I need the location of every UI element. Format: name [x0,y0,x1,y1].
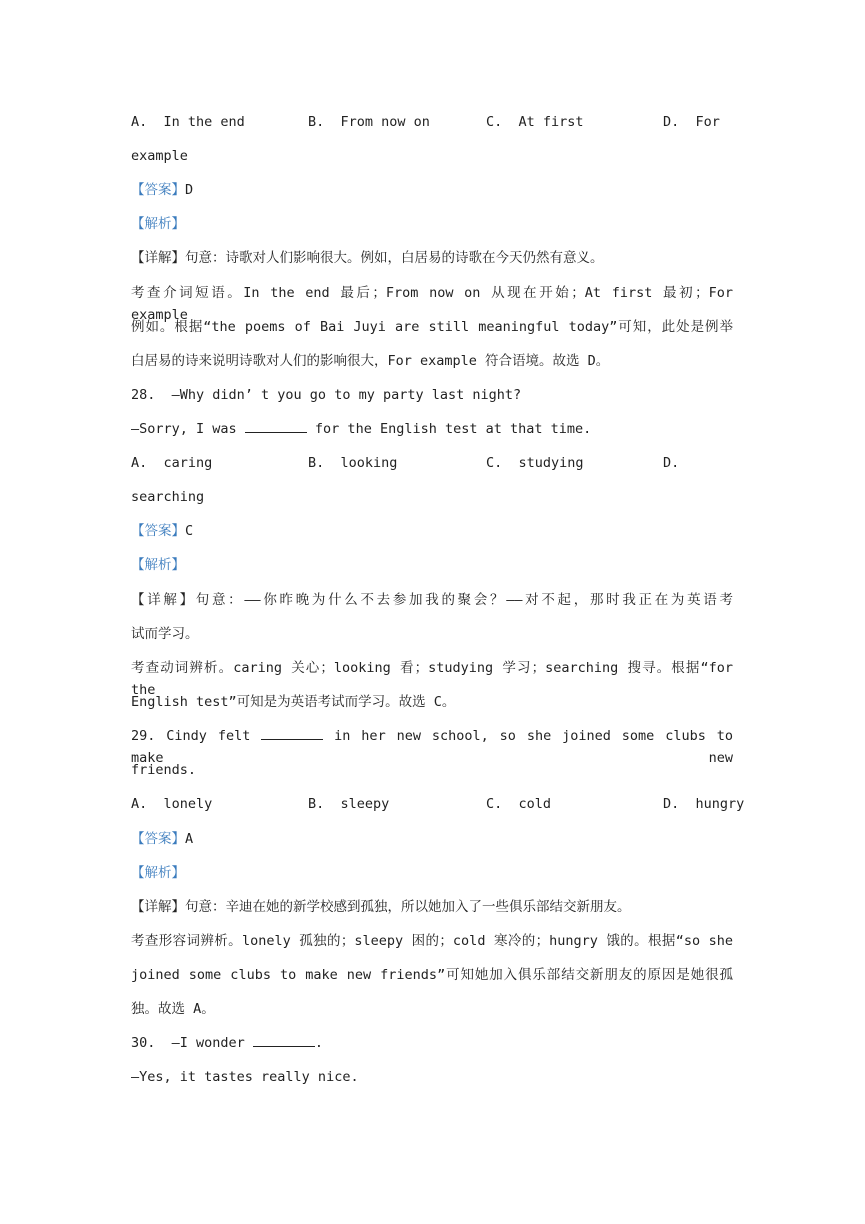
q28-option-a: A. caring [131,455,213,471]
answer-label: 【答案】 [131,831,185,847]
q28-detail-wrap: 试而学习。 [131,626,199,642]
q30-question-before: 30. —I wonder [131,1035,253,1051]
q28-options [131,452,733,474]
q28-analysis-label [131,554,733,576]
q29-explain-line: joined some clubs to make new friends”可知她加入俱乐部结交新朋友的原因是她很孤 [131,967,733,983]
q29-question [131,725,733,766]
q30-question-after: . [314,1035,324,1051]
q29-answer [131,828,733,850]
q29-detail [131,896,733,918]
q29-analysis-label [131,862,733,884]
q29-explain-line: 独。故选 A。 [131,1001,215,1017]
q29-option-c: C. cold [486,796,552,812]
q27-option-wrap: example [131,148,188,164]
q27-option-c: C. At first [486,114,584,130]
q29-question-wrap: friends. [131,762,197,778]
answer-value: A [185,831,194,847]
q27-option-a: A. In the end [131,114,245,130]
q29-option-a: A. lonely [131,796,213,812]
analysis-label: 【解析】 [131,557,185,573]
q27-explain-line: 白居易的诗来说明诗歌对人们的影响很大，For example 符合语境。故选 D。 [131,353,610,369]
answer-label: 【答案】 [131,182,185,198]
q27-explain-line: 例如。根据“the poems of Bai Juyi are still meaningful today”可知，此处是例举 [131,319,733,335]
q28-option-wrap: searching [131,489,205,505]
detail-label: 【详解】 [131,899,185,915]
q28-explain-line: 考查动词辨析。caring 关心；looking 看；studying 学习；searching 搜寻。根据“for the [131,660,733,698]
detail-label: 【详解】 [131,592,196,608]
q28-option-c: C. studying [486,455,584,471]
q27-explain-line: 考查介词短语。In the end 最后；From now on 从现在开始；At first 最初；For example [131,285,733,323]
q28-option-b: B. looking [308,455,398,471]
q30-reply: —Yes, it tastes really nice. [131,1069,359,1085]
q30-blank [253,1032,315,1047]
analysis-label: 【解析】 [131,865,185,881]
detail-label: 【详解】 [131,250,185,266]
analysis-label: 【解析】 [131,216,185,232]
q28-reply-after: for the English test at that time. [306,421,592,437]
q28-blank [245,418,307,433]
q29-options [131,793,745,815]
q27-options [131,111,733,133]
answer-value: D [185,182,194,198]
q27-option-b: B. From now on [308,114,430,130]
q29-question-before: 29. Cindy felt [131,728,262,744]
q28-reply-before: —Sorry, I was [131,421,245,437]
q28-option-d: D. [663,455,680,471]
detail-text: 句意：诗歌对人们影响很大。例如，白居易的诗歌在今天仍然有意义。 [185,250,604,266]
q27-analysis-label [131,213,733,235]
q27-answer [131,179,733,201]
q28-question: 28. —Why didn’ t you go to my party last night? [131,387,522,403]
answer-value: C [185,523,194,539]
q29-question-after: in her new school, so she joined some clubs to make new [131,728,733,766]
q29-explain-line: 考查形容词辨析。lonely 孤独的；sleepy 困的；cold 寒冷的；hungry 饿的。根据“so she [131,933,733,949]
q27-option-d: D. For [663,114,720,130]
answer-label: 【答案】 [131,523,185,539]
q28-reply [131,418,733,440]
q27-detail [131,247,733,269]
q29-option-d: D. hungry [663,796,745,812]
q28-detail [131,589,733,611]
q29-blank [261,725,323,740]
q28-answer [131,520,733,542]
q28-explain-line: English test”可知是为英语考试而学习。故选 C。 [131,694,456,710]
q30-question [131,1032,733,1054]
detail-text: 句意：辛迪在她的新学校感到孤独，所以她加入了一些俱乐部结交新朋友。 [185,899,631,915]
detail-text: 句意：——你昨晚为什么不去参加我的聚会？——对不起，那时我正在为英语考 [195,592,733,608]
q29-option-b: B. sleepy [308,796,390,812]
